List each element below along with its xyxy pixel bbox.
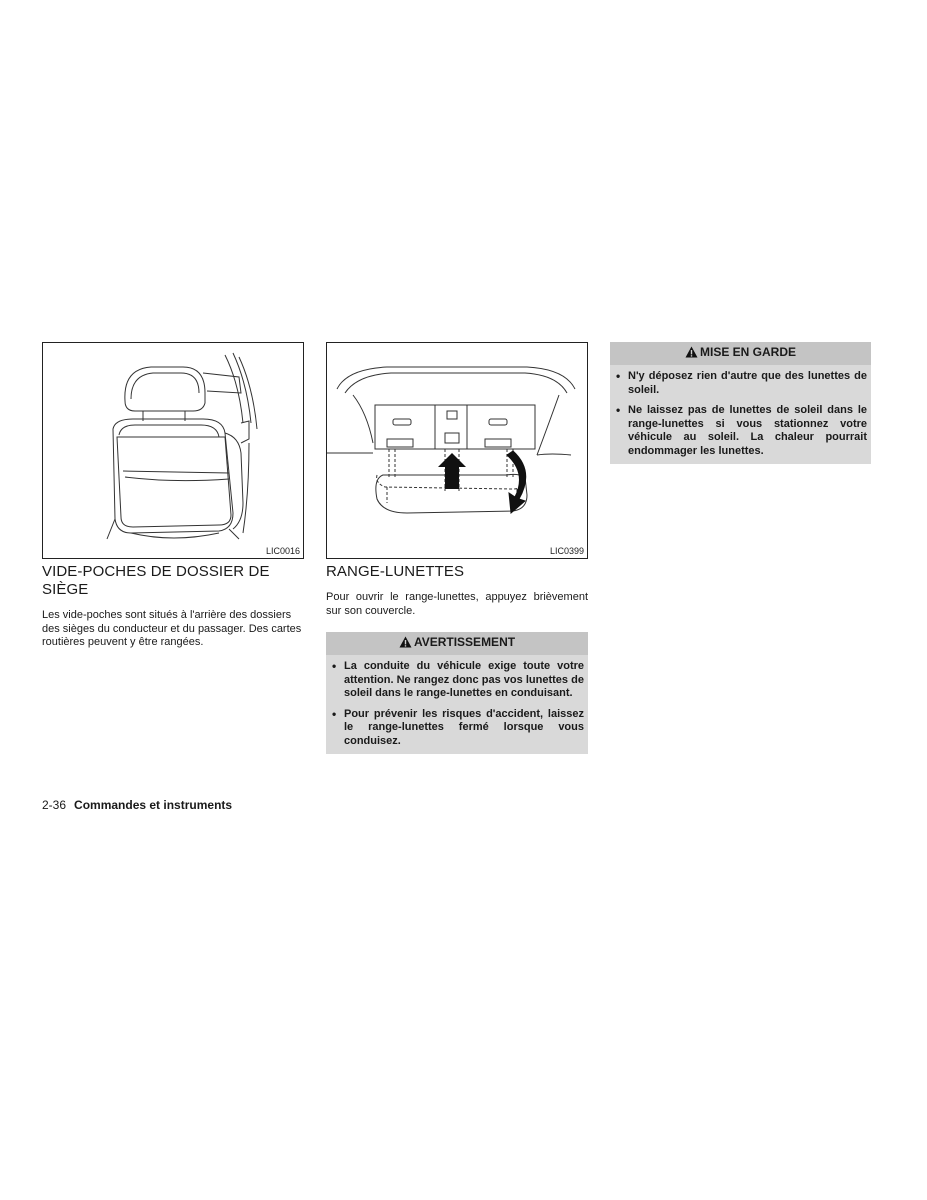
caution-item: • N'y déposez rien d'autre que des lunettes de soleil. — [616, 370, 867, 397]
warning-item: • La conduite du véhicule exige toute votre attention. Ne rangez donc pas vos lunettes de soleil dans le range-lunettes en conduisant. — [332, 660, 584, 701]
left-column — [42, 342, 304, 650]
warning-triangle-icon — [399, 636, 412, 652]
section-title-sunglasses-holder: RANGE-LUNETTES — [326, 563, 465, 580]
sunglasses-holder-figure — [326, 342, 588, 559]
warning-triangle-icon — [685, 346, 698, 362]
seatback-pocket-figure — [42, 342, 304, 559]
footer-section-title: Commandes et instruments — [74, 798, 233, 812]
caution-heading: MISE EN GARDE — [699, 345, 796, 359]
caution-item: • Ne laissez pas de lunettes de soleil dans le range-lunettes si vous stationnez votre véhicule au soleil. La chaleur pourrait endommager les lunettes. — [616, 404, 867, 458]
caution-box — [610, 342, 871, 464]
section-title-seatback-pockets: VIDE-POCHES DE DOSSIER DE SIÈGE — [42, 563, 270, 598]
warning-item: • Pour prévenir les risques d'accident, laissez le range-lunettes fermé lorsque vous conduisez. — [332, 708, 584, 749]
seatback-illustration — [43, 343, 303, 558]
page-number: 2-36 — [42, 798, 67, 812]
figure-code: LIC0016 — [265, 546, 300, 556]
open-arrow-icon — [507, 451, 526, 513]
warning-header — [326, 632, 588, 655]
seatback-pockets-text: Les vide-poches sont situés à l'arrière des dossiers des sièges du conducteur et du passager. Des cartes routières peuvent y être rangées. — [42, 609, 302, 648]
right-column — [610, 342, 871, 464]
sunglasses-holder-text: Pour ouvrir le range-lunettes, appuyez brièvement sur son couvercle. — [326, 591, 588, 617]
middle-column — [326, 342, 588, 754]
caution-list — [610, 365, 871, 458]
page-footer — [42, 798, 232, 813]
sunglasses-holder-illustration — [327, 343, 587, 558]
warning-box — [326, 632, 588, 754]
warning-list — [326, 655, 588, 748]
press-arrow-icon — [438, 453, 466, 489]
figure-code: LIC0399 — [549, 546, 584, 556]
caution-header — [610, 342, 871, 365]
warning-heading: AVERTISSEMENT — [413, 635, 516, 649]
